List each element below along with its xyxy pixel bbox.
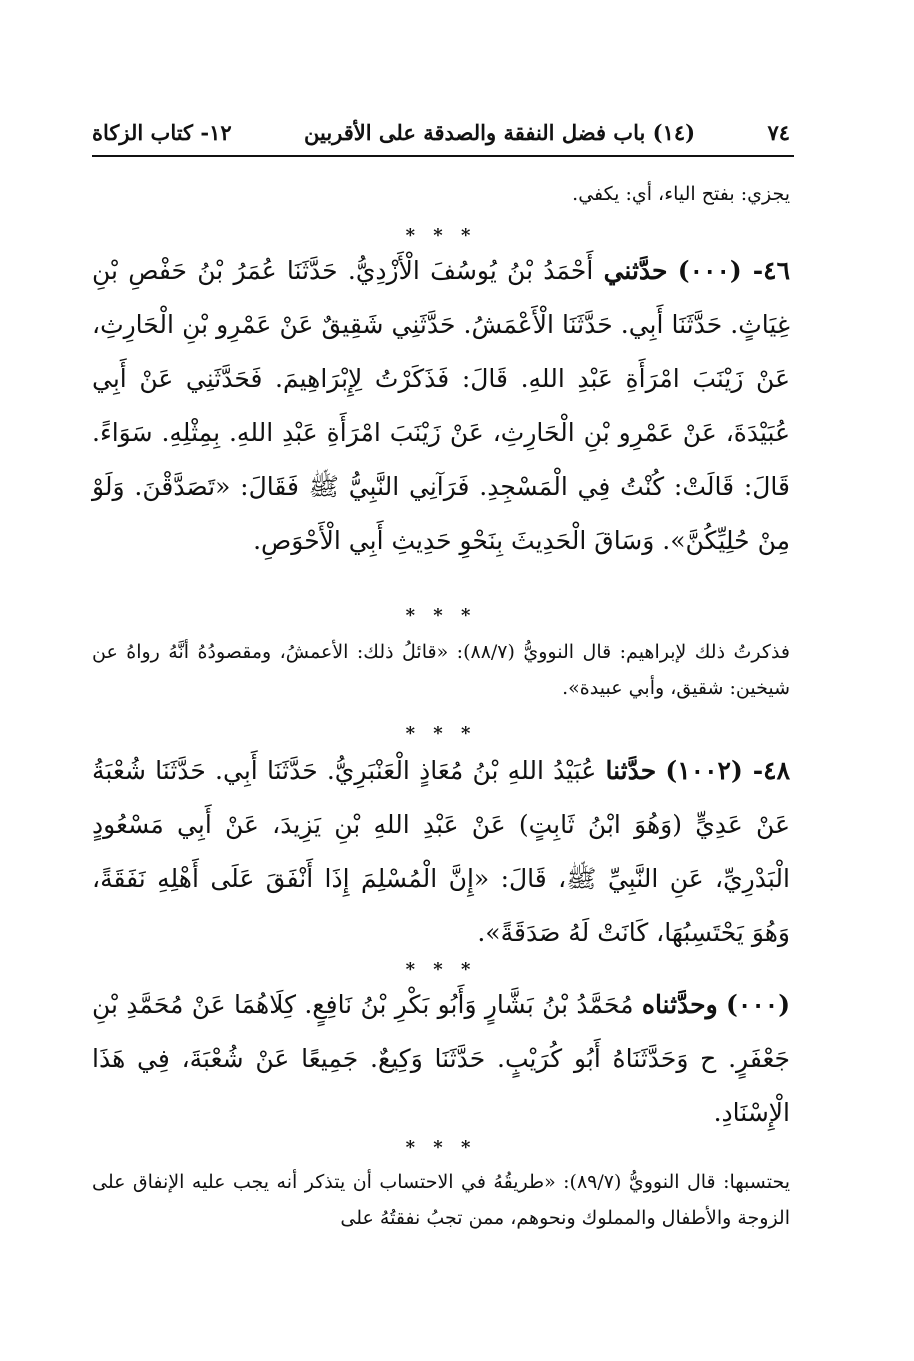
hadith-text: عُبَيْدُ اللهِ بْنُ مُعَاذٍ الْعَنْبَرِيُّ. حَدَّثَنَا أَبِي. حَدَّثَنَا شُعْبَةُ عَنْ عَدِيٍّ (وَهُوَ ابْنُ ثَابِتٍ) عَنْ عَبْدِ اللهِ بْنِ يَزِيدَ، عَنْ أَبِي مَسْعُودٍ الْبَدْرِيِّ، عَنِ النَّبِيِّ ﷺ، قَالَ: «إِنَّ الْمُسْلِمَ إِذَا أَنْفَقَ عَلَى أَهْلِهِ نَفَقَةً، وَهُوَ يَحْتَسِبُهَا، كَانَتْ لَهُ صَدَقَةً». [92,756,790,947]
hadith-number: ٤٨- (١٠٠٢) [665,756,790,785]
hadith-number: (٠٠٠) [726,990,791,1019]
hadith-lead: حدَّثني [603,256,668,285]
hadith-text: أَحْمَدُ بْنُ يُوسُفَ الْأَزْدِيُّ. حَدَّثَنَا عُمَرُ بْنُ حَفْصِ بْنِ غِيَاثٍ. حَدَّثَنَا أَبِي. حَدَّثَنَا الْأَعْمَشُ. حَدَّثَنِي شَقِيقٌ عَنْ عَمْرِو بْنِ الْحَارِثِ، عَنْ زَيْنَبَ امْرَأَةِ عَبْدِ اللهِ. قَالَ: فَذَكَرْتُ لِإِبْرَاهِيمَ. فَحَدَّثَنِي عَنْ أَبِي عُبَيْدَةَ، عَنْ عَمْرِو بْنِ الْحَارِثِ، عَنْ زَيْنَبَ امْرَأَةِ عَبْدِ اللهِ. بِمِثْلِهِ. سَوَاءً. قَالَ: قَالَتْ: كُنْتُ فِي الْمَسْجِدِ. فَرَآنِي النَّبِيُّ ﷺ فَقَالَ: «تَصَدَّقْنَ. وَلَوْ مِنْ حُلِيِّكُنَّ». وَسَاقَ الْحَدِيثَ بِنَحْوِ حَدِيثِ أَبِي الْأَحْوَصِ. [92,256,790,555]
hadith-46 [92,244,790,568]
hadith-48 [92,744,790,960]
separator-4: * * * [405,959,477,980]
hadith-48b [92,978,790,1140]
note-middle: فذكرتُ ذلك لإبراهيم: قال النوويُّ (٨٨/٧): «قائلُ ذلك: الأعمشُ، ومقصودُهُ أنَّهُ رواهُ عن شيخين: شقيق، وأبي عبيدة». [92,641,790,699]
hadith-text: مُحَمَّدُ بْنُ بَشَّارٍ وَأَبُو بَكْرِ بْنُ نَافِعٍ. كِلَاهُمَا عَنْ مُحَمَّدِ بْنِ جَعْفَرٍ. ح وَحَدَّثَنَاهُ أَبُو كُرَيْبٍ. حَدَّثَنَا وَكِيعٌ. جَمِيعًا عَنْ شُعْبَةَ، فِي هَذَا الْإِسْنَادِ. [92,990,790,1127]
page-number: ٧٤ [767,119,790,145]
book-title: ١٢- كتاب الزكاة [92,119,232,145]
separator-2: * * * [405,605,477,626]
hadith-lead: وحدَّثناه [641,990,718,1019]
hadith-number: ٤٦- (٠٠٠) [677,256,791,285]
separator-1: * * * [405,225,477,246]
hadith-lead: حدَّثنا [605,756,657,785]
note-bottom: يحتسبها: قال النوويُّ (٨٩/٧): «طريقُهُ في الاحتساب أن يتذكر أنه يجب عليه الإنفاق على الزوجة والأطفال والمملوك ونحوهم، ممن تجبُ نفقتُهُ على [92,1171,790,1229]
separator-5: * * * [405,1137,477,1158]
separator-3: * * * [405,723,477,744]
header-divider [92,155,794,157]
note-top: يجزي: بفتح الياء، أي: يكفي. [572,183,790,205]
chapter-title: (١٤) باب فضل النفقة والصدقة على الأقربين [304,119,696,145]
page-header [92,112,790,152]
